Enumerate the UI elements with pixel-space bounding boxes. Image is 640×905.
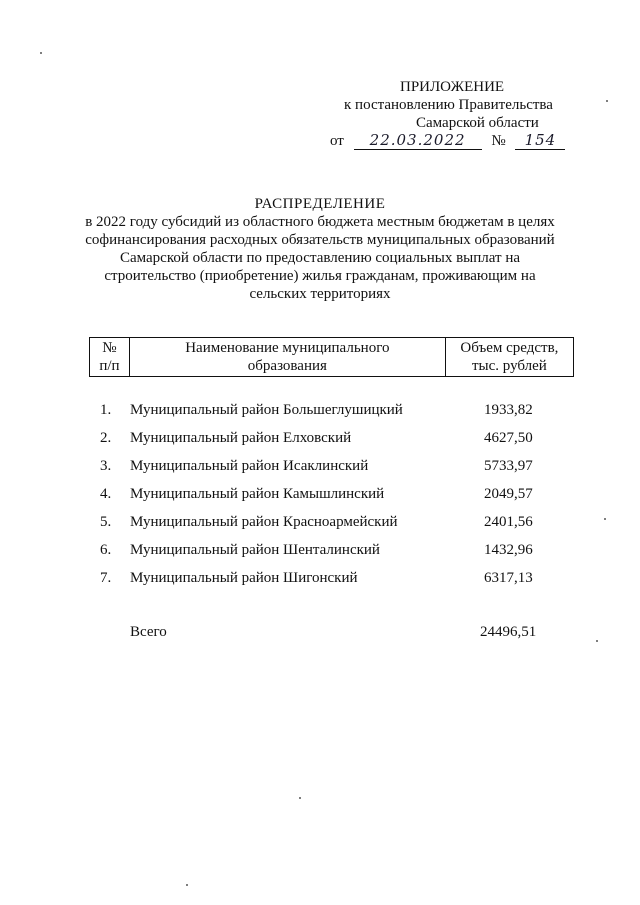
row-name: Муниципальный район Елховский	[130, 430, 352, 446]
row-name: Муниципальный район Шигонский	[130, 570, 358, 586]
subtitle-line: софинансирования расходных обязательств муниципальных образований	[85, 232, 555, 248]
appendix-title: ПРИЛОЖЕНИЕ	[400, 79, 505, 95]
header-name-line-2: образования	[247, 358, 327, 374]
handwritten-number: 154	[515, 131, 565, 150]
table-row	[0, 540, 640, 564]
header-amount-line-2: тыс. рублей	[472, 358, 547, 374]
table-row	[0, 568, 640, 592]
subtitle-line: в 2022 году субсидий из областного бюджета местным бюджетам в целях	[85, 214, 555, 230]
table-row	[0, 456, 640, 480]
header-number-line-2: п/п	[99, 358, 120, 374]
row-number: 6.	[100, 542, 112, 558]
row-number: 2.	[100, 430, 112, 446]
handwritten-date: 22.03.2022	[354, 131, 482, 150]
row-name: Муниципальный район Шенталинский	[130, 542, 380, 558]
table-row	[0, 512, 640, 536]
number-prefix: №	[491, 133, 506, 149]
header-number-line-1: №	[102, 340, 117, 356]
scan-speck	[299, 797, 301, 799]
row-name: Муниципальный район Камышлинский	[130, 486, 385, 502]
row-name: Муниципальный район Большеглушицкий	[130, 402, 403, 418]
table-header	[89, 337, 574, 377]
scan-speck	[186, 884, 188, 886]
row-amount: 1432,96	[484, 542, 533, 558]
table-row	[0, 428, 640, 452]
row-amount: 4627,50	[484, 430, 533, 446]
date-prefix: от	[330, 133, 344, 149]
appendix-line-2: Самарской области	[416, 115, 539, 131]
scan-speck	[596, 640, 598, 642]
table-row	[0, 400, 640, 424]
document-title: РАСПРЕДЕЛЕНИЕ	[254, 196, 386, 212]
row-number: 1.	[100, 402, 112, 418]
subtitle-line: сельских территориях	[249, 286, 391, 302]
subtitle-line: строительство (приобретение) жилья гражданам, проживающим на	[104, 268, 536, 284]
row-amount: 5733,97	[484, 458, 533, 474]
row-name: Муниципальный район Исаклинский	[130, 458, 369, 474]
document-subtitle	[60, 213, 580, 303]
subtitle-line: Самарской области по предоставлению социальных выплат на	[119, 250, 521, 266]
row-amount: 2401,56	[484, 514, 533, 530]
total-label: Всего	[130, 624, 167, 640]
scan-speck	[604, 518, 606, 520]
header-name	[129, 338, 445, 377]
row-name: Муниципальный район Красноармейский	[130, 514, 398, 530]
row-amount: 1933,82	[484, 402, 533, 418]
row-number: 7.	[100, 570, 112, 586]
header-number	[90, 338, 130, 377]
row-amount: 2049,57	[484, 486, 533, 502]
total-value: 24496,51	[480, 624, 537, 640]
appendix-line-1: к постановлению Правительства	[344, 97, 553, 113]
scan-speck	[40, 52, 42, 54]
table-row	[0, 484, 640, 508]
row-number: 5.	[100, 514, 112, 530]
header-amount-line-1: Объем средств,	[460, 340, 559, 356]
row-number: 4.	[100, 486, 112, 502]
row-number: 3.	[100, 458, 112, 474]
appendix-date-row	[330, 131, 565, 150]
header-amount	[445, 338, 573, 377]
scan-speck	[606, 100, 608, 102]
header-name-line-1: Наименование муниципального	[185, 340, 390, 356]
row-amount: 6317,13	[484, 570, 533, 586]
